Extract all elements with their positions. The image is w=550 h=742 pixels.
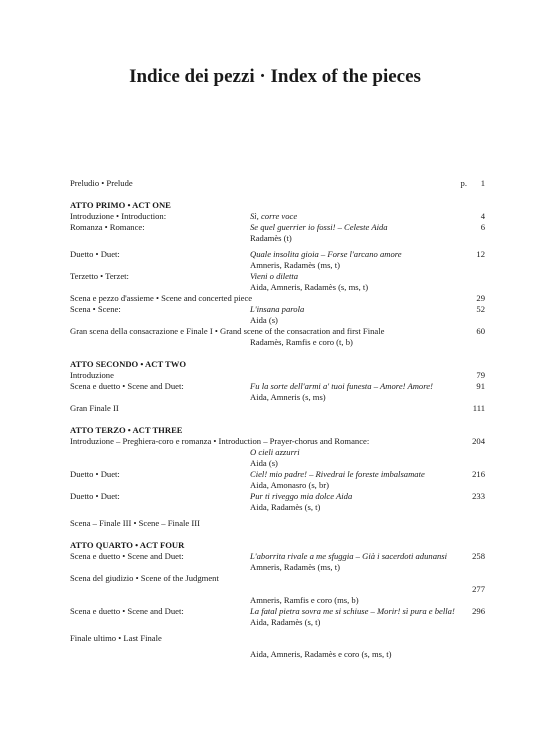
toc-row	[70, 551, 485, 562]
cast-text: Amneris, Ramfis e coro (ms, b)	[250, 595, 359, 605]
entry-title: Duetto • Duet:	[70, 469, 120, 479]
incipit-text: La fatal pietra sovra me si schiuse – Morir! sì pura e bella!	[250, 606, 455, 616]
page-number: 1	[480, 178, 485, 188]
page-number: 111	[472, 403, 485, 413]
section-title: ATTO QUARTO • ACT FOUR	[70, 540, 185, 550]
toc-row	[70, 211, 485, 222]
cast-text: Radamès (t)	[250, 233, 292, 243]
incipit-text: Fu la sorte dell'armi a' tuoi funesta – Amore! Amore!	[250, 381, 433, 391]
incipit-text: L'insana parola	[250, 304, 305, 314]
section-heading	[70, 359, 485, 370]
incipit-text: Se quel guerrier io fossi! – Celeste Aida	[250, 222, 388, 232]
cast-text: Aida, Amneris, Radamès e coro (s, ms, t)	[250, 649, 392, 659]
cast-text: Aida, Amneris (s, ms)	[250, 392, 326, 402]
entry-title: Gran scena della consacrazione e Finale I • Grand scene of the consacration and first Finale	[70, 326, 385, 336]
entry-title: Gran Finale II	[70, 403, 119, 413]
toc-row	[70, 260, 485, 271]
section-title: ATTO SECONDO • ACT TWO	[70, 359, 187, 369]
toc-row	[70, 293, 485, 304]
page-number: 12	[476, 249, 485, 259]
entry-title: Scena del giudizio • Scene of the Judgment	[70, 573, 219, 583]
toc-row	[70, 326, 485, 337]
toc-row	[70, 562, 485, 573]
entry-title: Scena • Scene:	[70, 304, 121, 314]
cast-text: Aida, Radamès (s, t)	[250, 502, 321, 512]
section-title: ATTO TERZO • ACT THREE	[70, 425, 183, 435]
toc-row	[70, 502, 485, 513]
entry-title: Scena e duetto • Scene and Duet:	[70, 551, 184, 561]
page-number: 6	[480, 222, 485, 232]
toc-row	[70, 480, 485, 491]
page-number: 29	[476, 293, 485, 303]
section-title: ATTO PRIMO • ACT ONE	[70, 200, 171, 210]
toc-row	[70, 233, 485, 244]
toc-row	[70, 315, 485, 326]
section-gap	[70, 414, 485, 425]
page-number: 277	[472, 584, 485, 594]
entry-title: Introduzione – Preghiera-coro e romanza • Introduction – Prayer-chorus and Romance:	[70, 436, 370, 446]
incipit-text: Quale insolita gioia – Forse l'arcano amore	[250, 249, 402, 259]
incipit-text: Vieni o diletta	[250, 271, 299, 281]
page-number: 216	[472, 469, 485, 479]
toc-row	[70, 595, 485, 606]
toc-row	[70, 458, 485, 469]
toc-row	[70, 633, 485, 644]
toc-row	[70, 606, 485, 617]
toc-row	[70, 447, 485, 458]
cast-text: Amneris, Radamès (ms, t)	[250, 562, 340, 572]
entry-title: Scena e duetto • Scene and Duet:	[70, 606, 184, 616]
page-number: 91	[476, 381, 485, 391]
cast-text: Radamès, Ramfis e coro (t, b)	[250, 337, 353, 347]
cast-text: Aida, Amneris, Radamès (s, ms, t)	[250, 282, 369, 292]
page-label: p.	[460, 178, 467, 188]
toc-row	[70, 436, 485, 447]
entry-title: Finale ultimo • Last Finale	[70, 633, 162, 643]
entry-title: Introduzione • Introduction:	[70, 211, 167, 221]
entry-title: Duetto • Duet:	[70, 249, 120, 259]
page-number: 79	[476, 370, 485, 380]
page-number: 296	[472, 606, 485, 616]
toc-row	[70, 392, 485, 403]
incipit-text: Sì, corre voce	[250, 211, 298, 221]
toc-row	[70, 573, 485, 584]
section-heading	[70, 425, 485, 436]
entry-title: Scena e pezzo d'assieme • Scene and concerted piece	[70, 293, 253, 303]
entry-title: Duetto • Duet:	[70, 491, 120, 501]
entry-title: Introduzione	[70, 370, 114, 380]
section-gap	[70, 348, 485, 359]
incipit-text: Pur ti riveggo mia dolce Aida	[250, 491, 353, 501]
toc-row	[70, 304, 485, 315]
page-number: 60	[476, 326, 485, 336]
page-number: 204	[472, 436, 485, 446]
incipit-text: O cieli azzurri	[250, 447, 300, 457]
toc-row	[70, 222, 485, 233]
entry-title: Terzetto • Terzet:	[70, 271, 129, 281]
cast-text: Amneris, Radamès (ms, t)	[250, 260, 340, 270]
entry-title: Preludio • Prelude	[70, 178, 133, 188]
cast-text: Aida (s)	[250, 315, 278, 325]
cast-text: Aida, Radamès (s, t)	[250, 617, 321, 627]
toc-row	[70, 271, 485, 282]
section-gap	[70, 189, 485, 200]
incipit-text: Ciel! mio padre! – Rivedrai le foreste imbalsamate	[250, 469, 425, 479]
section-heading	[70, 200, 485, 211]
toc-row	[70, 491, 485, 502]
section-heading	[70, 540, 485, 551]
toc-row	[70, 370, 485, 381]
page-number: 233	[472, 491, 485, 501]
toc-row	[70, 469, 485, 480]
page-number: 4	[480, 211, 485, 221]
toc-row	[70, 617, 485, 628]
page-number: 52	[476, 304, 485, 314]
page-title: Indice dei pezzi · Index of the pieces	[129, 66, 421, 87]
toc-row	[70, 249, 485, 260]
toc-row	[70, 381, 485, 392]
toc-row-prelude	[70, 178, 485, 189]
toc-row	[70, 282, 485, 293]
cast-text: Aida, Amonasro (s, br)	[250, 480, 330, 490]
entry-title: Scena e duetto • Scene and Duet:	[70, 381, 184, 391]
table-of-contents	[70, 178, 485, 660]
section-gap	[70, 529, 485, 540]
entry-title: Romanza • Romance:	[70, 222, 145, 232]
page-number: 258	[472, 551, 485, 561]
cast-text: Aida (s)	[250, 458, 278, 468]
entry-title: Scena – Finale III • Scene – Finale III	[70, 518, 200, 528]
toc-row	[70, 584, 485, 595]
toc-row	[70, 518, 485, 529]
toc-row	[70, 403, 485, 414]
toc-row	[70, 649, 485, 660]
incipit-text: L'aborrita rivale a me sfuggia – Già i sacerdoti adunansi	[250, 551, 448, 561]
toc-row	[70, 337, 485, 348]
